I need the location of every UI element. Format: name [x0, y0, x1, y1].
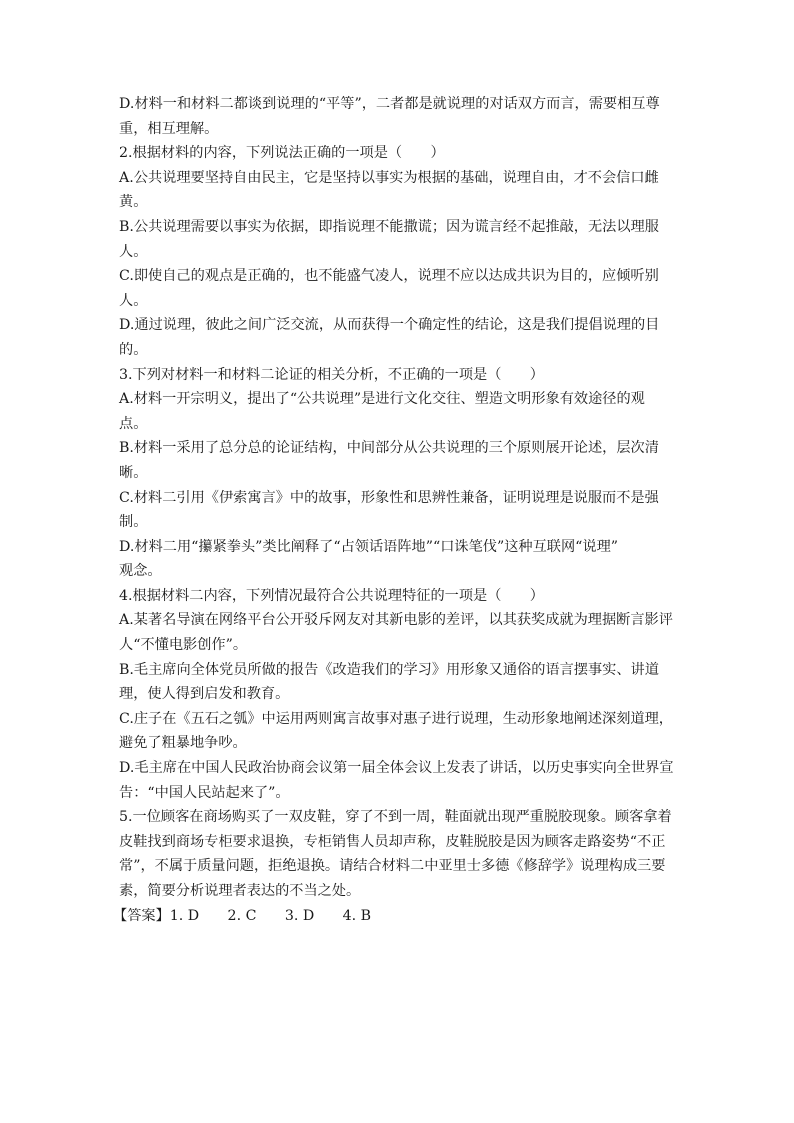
text-line: 常”，不属于质量问题，拒绝退换。请结合材料二中亚里士多德《修辞学》说理构成三要 [119, 858, 666, 875]
text-line: 告：“中国人民站起来了”。 [119, 784, 290, 801]
text-line: B.公共说理需要以事实为依据，即指说理不能撒谎；因为谎言经不起推敲，无法以理服 [119, 218, 659, 235]
text-line: C.材料二引用《伊索寓言》中的故事，形象性和思辨性兼备，证明说理是说服而不是强 [119, 489, 659, 506]
text-line: C.庄子在《五石之瓠》中运用两则寓言故事对惠子进行说理，生动形象地阐述深刻道理， [119, 710, 673, 727]
text-line: 人“不懂电影创作”。 [119, 637, 248, 654]
text-line: C.即使自己的观点是正确的，也不能盛气凌人，说理不应以达成共识为目的，应倾听别 [119, 268, 659, 285]
text-line: B.材料一采用了总分总的论证结构，中间部分从公共说理的三个原则展开论述，层次清 [119, 440, 659, 457]
text-line: 理，使人得到启发和教育。 [119, 686, 290, 703]
text-line: B.毛主席向全体党员所做的报告《改造我们的学习》用形象又通俗的语言摆事实、讲道 [119, 661, 659, 678]
text-line: 晰。 [119, 464, 148, 481]
text-line: D.通过说理，彼此之间广泛交流，从而获得一个确定性的结论，这是我们提倡说理的目 [119, 317, 660, 334]
question-5-stem: 5.一位顾客在商场购买了一双皮鞋，穿了不到一周，鞋面就出现严重脱胶现象。顾客拿着 [119, 809, 672, 826]
question-4-stem: 4.根据材料二内容，下列情况最符合公共说理特征的一项是（ ） [119, 587, 544, 604]
text-line: 重，相互理解。 [119, 120, 219, 137]
text-line: 制。 [119, 514, 148, 531]
text-line: A.公共说理要坚持自由民主，它是坚持以事实为根据的基础，说理自由，才不会信口雌 [119, 169, 659, 186]
text-line: D.材料二用“攥紧拳头”类比阐释了“占领话语阵地”“口诛笔伐”这种互联网“说理” [119, 538, 619, 555]
text-line: 素，简要分析说理者表达的不当之处。 [119, 883, 361, 899]
question-3-stem: 3.下列对材料一和材料二论证的相关分析，不正确的一项是（ ） [119, 366, 544, 383]
text-line: 皮鞋找到商场专柜要求退换，专柜销售人员却声称，皮鞋脱胶是因为顾客走路姿势“不正 [119, 833, 666, 850]
document-page [113, 92, 681, 928]
text-line: 的。 [119, 341, 148, 358]
text-line: D.材料一和材料二都谈到说理的“平等”，二者都是就说理的对话双方而言，需要相互尊 [119, 96, 660, 112]
text-line: 黄。 [119, 194, 148, 211]
text-line: D.毛主席在中国人民政治协商会议第一届全体会议上发表了讲话，以历史事实向全世界宣 [119, 760, 674, 777]
text-line: 点。 [119, 415, 148, 432]
text-line: A.某著名导演在网络平台公开驳斥网友对其新电影的差评，以其获奖成就为理据断言影评 [119, 612, 673, 629]
text-line: 人。 [119, 243, 148, 260]
text-line: A.材料一开宗明义，提出了“公共说理”是进行文化交往、塑造文明形象有效途径的观 [119, 391, 645, 408]
text-line: 避免了粗暴地争吵。 [119, 735, 247, 752]
question-2-stem: 2.根据材料的内容，下列说法正确的一项是（ ） [119, 145, 445, 162]
text-line: 人。 [119, 292, 148, 309]
answer-key: 【答案】1. D 2. C 3. D 4. B [113, 907, 372, 924]
text-line: 观念。 [119, 563, 162, 580]
